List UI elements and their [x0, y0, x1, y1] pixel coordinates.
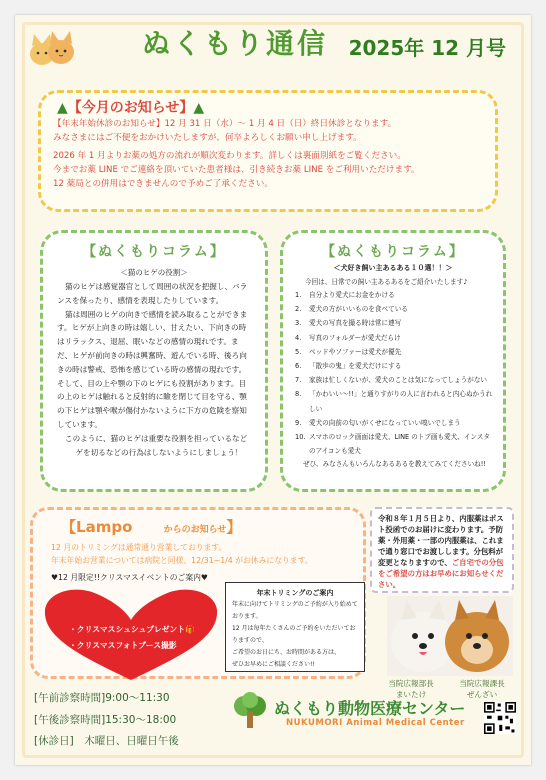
list-text: 「かわいい～!!」と通りすがりの人に言われると内心ぬかうれしい: [309, 390, 493, 413]
clinic-name-jp: ぬくもり動物医療センター: [274, 699, 466, 718]
list-item: [295, 387, 493, 415]
column-heading: 【ぬくもりコラム】: [321, 244, 465, 260]
list-text: スマホのロック画面は愛犬、LINE のトプ画も愛犬、インスタのアイコンも愛犬: [309, 433, 490, 456]
list-item: [295, 288, 493, 302]
dog-name: まいたけ: [395, 690, 427, 699]
tree-logo-icon: [230, 692, 270, 732]
list-text: ベッドやソファーは愛犬が優先: [309, 347, 402, 356]
list-number: 7.: [295, 376, 302, 385]
trimming-line: ご希望のお日にち、お時間がある方は、: [232, 649, 341, 656]
lampo-heading-suffix: からのお知らせ: [163, 525, 227, 535]
list-item: [295, 316, 493, 330]
list-item: [295, 331, 493, 345]
lampo-notice-box: [30, 507, 366, 679]
heart-item: ・クリスマスフォトブース撮影: [69, 641, 177, 650]
column-dog-owners: [280, 230, 506, 492]
column-paragraph: 猫のヒゲは感覚器官として周囲の状況を把握し、バランスを保ったり、感情を表現したりしています。: [57, 282, 248, 305]
trimming-title: 年末トリミングのご案内: [256, 589, 334, 597]
column-closing: ゲを切るなどの行為はしないようにしましょう！: [75, 447, 243, 457]
list-item: [295, 373, 493, 387]
heart-item: ・クリスマスシュシュプレゼント🎁: [69, 625, 195, 634]
notice-line: 2026 年 1 月よりお薬の処方の流れが順次変わります。詳しくは裏面別紙をご覧ください。: [53, 151, 406, 161]
newsletter-title: ぬくもり通信: [142, 27, 329, 60]
trimming-notice-card: [225, 582, 365, 672]
list-item: [295, 430, 493, 458]
list-text: 愛犬の写真を撮る時は常に連写: [309, 319, 402, 328]
newsletter-header: [22, 22, 512, 78]
list-item: [295, 302, 493, 316]
lampo-line: 年末年始お営業については病院と同様、12/31~1/4 がお休みになります。: [51, 556, 313, 565]
list-number: 10.: [295, 433, 306, 442]
trimming-line: 年末に向けてトリミングのご予約が入り始めております。: [232, 601, 358, 620]
list-text: 家族は忙しくないが、愛犬のことは気になってしょうがない: [309, 376, 488, 385]
list-number: 5.: [295, 347, 302, 356]
christmas-tree-icon: ▲: [193, 100, 205, 116]
lampo-heading: 【Lampo からのお知らせ】: [61, 518, 242, 536]
list-item: [295, 345, 493, 359]
issue-date: 2025年 12 月号: [348, 36, 506, 60]
column-subtitle: ＜猫のヒゲの役割＞: [120, 268, 188, 277]
column-subtitle: ＜犬好き飼い主あるある１０選！！＞: [333, 264, 453, 272]
owner-list: [283, 286, 503, 458]
heart-graphic: [41, 586, 221, 682]
column-body: [43, 278, 265, 459]
lampo-event-title: ♥12 月限定!!クリスマスイベントのご案内♥: [51, 573, 208, 582]
column-outro: ぜひ、みなさんもいろんなあるあるを教えてみてくださいね!!: [303, 460, 487, 469]
notice-line: 【年末年始休診のお知らせ】12 月 31 日（水）～ 1 月 4 日（日）終日休診となります。: [53, 119, 397, 129]
notice-line: 12 薬局との併用はできませんので予めご了承ください。: [53, 179, 273, 189]
list-text: 自分より愛犬にお金をかける: [309, 291, 395, 299]
column-paragraph: 猫は周囲のヒゲの向きで感情を読み取ることができます。ヒゲが上向きの時は嬉しい、甘えたい、下向きの時はリラックス、退屈、眠いなどの感情の現れです。まだ、ヒゲが前向きの時は興奮時、遊んでいる時、後ろ向きの時は警戒、恐怖を感じている時の感情の現れです。そして、目の上や顎の下のヒゲにも役割があります。目の上のヒゲは触れると反射的に瞼を閉じて目を守る、顎の下ヒゲは顎や喉が傷付かないように下方の危険を察知しています。: [57, 309, 248, 429]
clinic-hours: [34, 688, 179, 753]
list-number: 3.: [295, 319, 302, 328]
list-text: 愛犬の方がいいものを食べている: [309, 305, 408, 314]
notice-line: みなさまにはご不便をおかけいたしますが、何卒よろしくお願い申し上げます。: [53, 133, 362, 143]
notice-text-highlight: ご自宅での分包をご希望の方はお早めにお知らせください。: [378, 558, 504, 589]
list-text: 「散歩の鬼」を愛犬だけにする: [309, 362, 402, 371]
column-intro: 今回は、日常での飼い主あるあるをご紹介いたします♪: [305, 278, 468, 286]
column-heading: 【ぬくもりコラム】: [82, 244, 226, 260]
hours-afternoon: [午後診察時間]15:30～18:00: [34, 713, 177, 726]
list-number: 6.: [295, 362, 302, 371]
trimming-line: 12 月は毎年たくさんのご予約をいただいておりますので、: [232, 625, 356, 644]
trimming-line: ぜひお早めにご相談ください!!: [232, 661, 315, 668]
notice-heading: [57, 97, 483, 117]
list-item: [295, 416, 493, 430]
dog-role: 当院広報課長: [459, 679, 505, 688]
monthly-notice-box: [38, 90, 498, 212]
column-cat-whiskers: [40, 230, 268, 492]
lampo-line: 12 月のトリミングは通常通り営業しております。: [51, 543, 227, 552]
dog-role: 当院広報部長: [388, 679, 434, 688]
hours-closed: [休診日] 木曜日、日曜日午後: [34, 735, 179, 747]
list-number: 2.: [295, 305, 302, 314]
notice-text: 令和８年１月５日より、内服薬はポスト投函でのお届けに変わります。予防薬・外用薬・一部の内服薬は、これまで通り窓口でお渡しします。分包料が変更となりますので、: [378, 514, 504, 567]
column-paragraph: このように、猫のヒゲは重要な役割を担っているなど: [65, 433, 248, 443]
clinic-name-en: NUKUMORI Animal Medical Center: [286, 718, 465, 728]
christmas-tree-icon: ▲: [57, 100, 68, 116]
list-number: 9.: [295, 418, 302, 427]
notice-line: 今までお薬 LINE でご連絡を頂いていた患者様は、引き続きお薬 LINE をご利用いただけます。: [53, 165, 420, 175]
cats-illustration-icon: [28, 28, 76, 68]
dogs-photo: [387, 596, 513, 676]
list-text: 写真のフォルダーが愛犬だらけ: [309, 333, 401, 342]
hours-morning: [午前診察時間]9:00～11:30: [34, 692, 170, 704]
dog-name: ぜんざい: [466, 690, 498, 699]
qr-code-icon: [484, 702, 516, 734]
medicine-delivery-notice: [370, 507, 514, 593]
list-item: [295, 359, 493, 373]
lampo-logo: Lampo: [76, 518, 133, 536]
notice-heading-text: 【今月のお知らせ】: [67, 100, 194, 116]
list-number: 8.: [295, 390, 302, 399]
list-text: 愛犬の向前の匂いがくせになっていい嗅いでしまう: [309, 418, 461, 427]
list-number: 1.: [295, 291, 302, 299]
list-number: 4.: [295, 333, 302, 342]
